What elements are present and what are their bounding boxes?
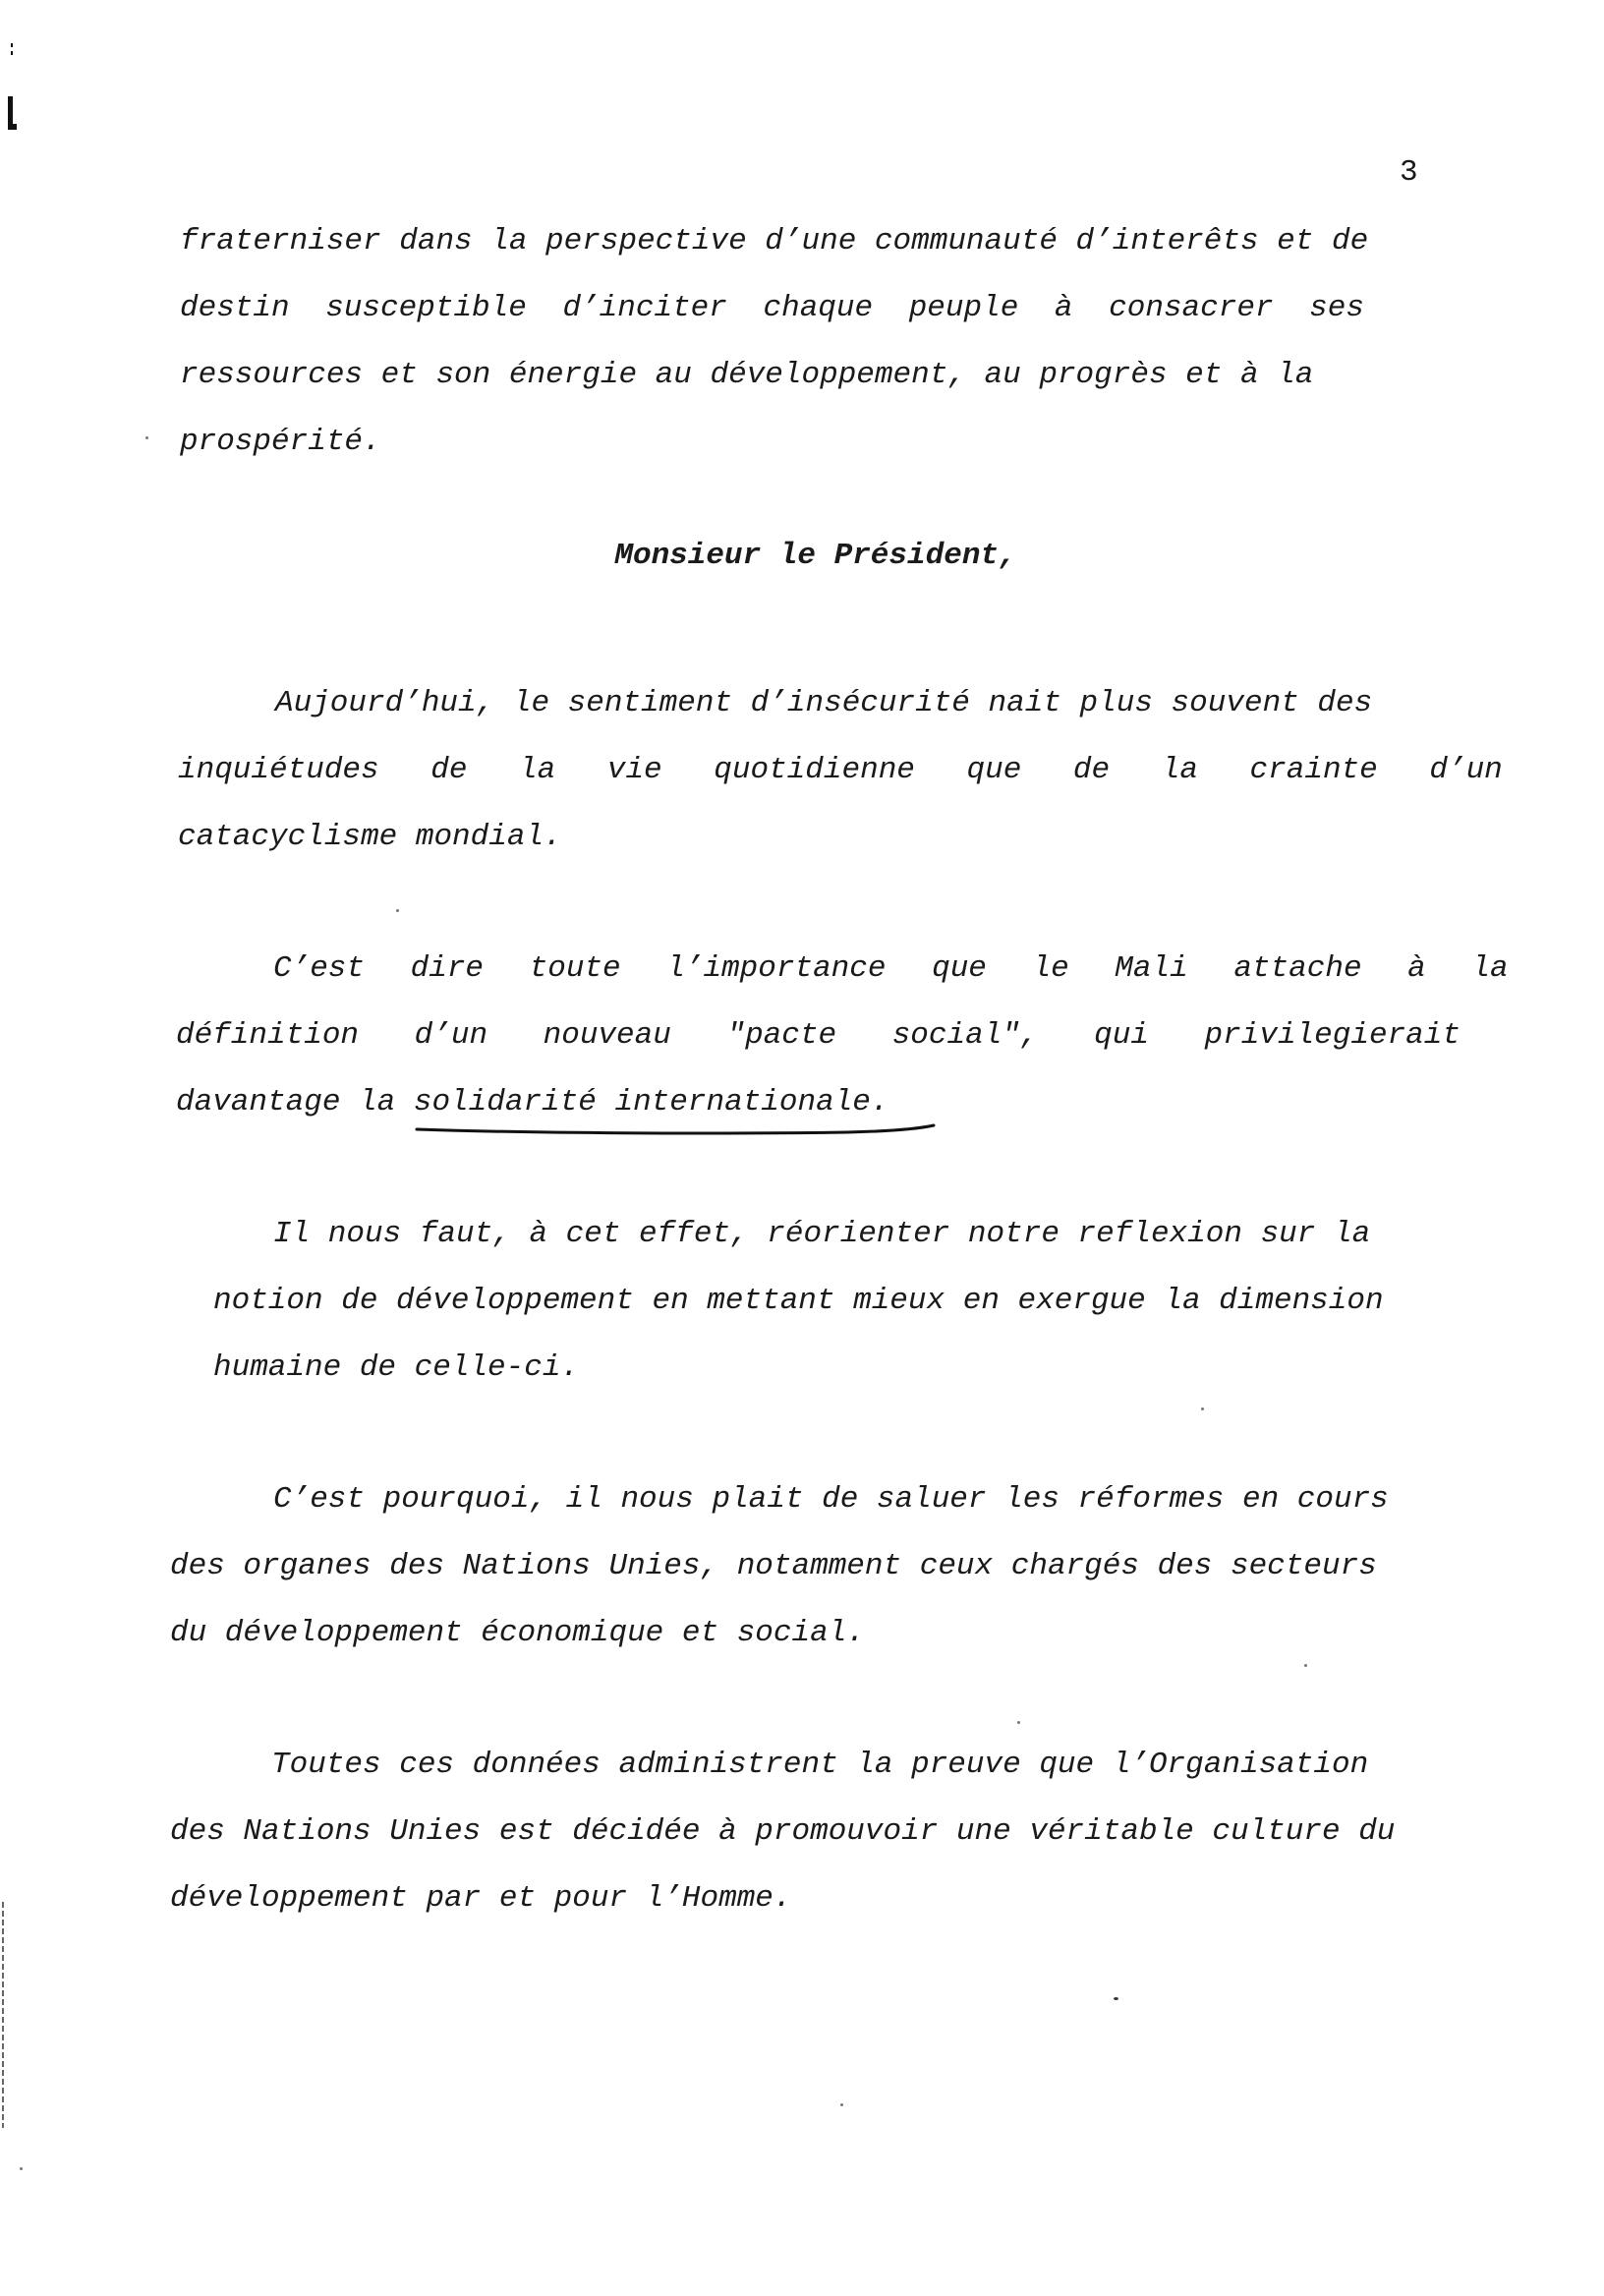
text-line: Toutes ces données administrent la preuve que l’Organisation — [271, 1748, 1369, 1782]
text-line: des Nations Unies est décidée à promouvoir une véritable culture du — [170, 1814, 1396, 1849]
text-line: C’est dire toute l’importance que le Mali attache à la — [273, 951, 1509, 986]
text-line: ressources et son énergie au développement, au progrès et à la — [180, 358, 1314, 392]
scan-speck — [1017, 1721, 1020, 1724]
text-line: inquiétudes de la vie quotidienne que de la crainte d’un — [178, 753, 1503, 787]
paragraph — [170, 1732, 1467, 1932]
text-line: du développement économique et social. — [170, 1616, 865, 1650]
scan-mark — [8, 124, 17, 130]
scan-edge-rule — [2, 1902, 4, 2128]
salutation-heading: Monsieur le Président, — [614, 539, 1017, 573]
text-line: catacyclisme mondial. — [178, 820, 562, 854]
paragraph-continuation — [180, 208, 1469, 476]
scan-speck — [1114, 1997, 1118, 2000]
scan-speck — [145, 436, 148, 439]
text-line: C’est pourquoi, il nous plait de saluer les réformes en cours — [273, 1482, 1389, 1517]
scan-speck — [840, 2103, 843, 2106]
text-line: humaine de celle-ci. — [213, 1350, 580, 1385]
text-line: notion de développement en mettant mieux en exergue la dimension — [213, 1284, 1384, 1318]
text-line: davantage la solidarité internationale. — [176, 1085, 889, 1119]
scan-speck — [1201, 1407, 1204, 1410]
text-line: des organes des Nations Unies, notamment ceux chargés des secteurs — [170, 1549, 1377, 1583]
text-line: développement par et pour l’Homme. — [170, 1881, 792, 1916]
scan-mark — [11, 51, 13, 55]
text-line: fraterniser dans la perspective d’une communauté d’interêts et de — [180, 224, 1369, 258]
scan-mark — [11, 43, 13, 47]
text-line: définition d’un nouveau "pacte social", qui privilegierait — [176, 1018, 1461, 1053]
handwritten-underline — [415, 1123, 936, 1137]
paragraph — [178, 670, 1503, 871]
paragraph — [213, 1201, 1467, 1402]
text-line: Aujourd’hui, le sentiment d’insécurité nait plus souvent des — [275, 686, 1373, 720]
text-line: prospérité. — [180, 425, 381, 459]
page-number: 3 — [1400, 155, 1418, 190]
text-line: destin susceptible d’inciter chaque peuple à consacrer ses — [180, 291, 1364, 325]
scan-speck — [396, 909, 399, 912]
text-line: Il nous faut, à cet effet, réorienter notre reflexion sur la — [273, 1217, 1371, 1251]
scan-speck — [20, 2167, 23, 2170]
paragraph — [170, 1466, 1467, 1667]
paragraph — [176, 936, 1509, 1136]
